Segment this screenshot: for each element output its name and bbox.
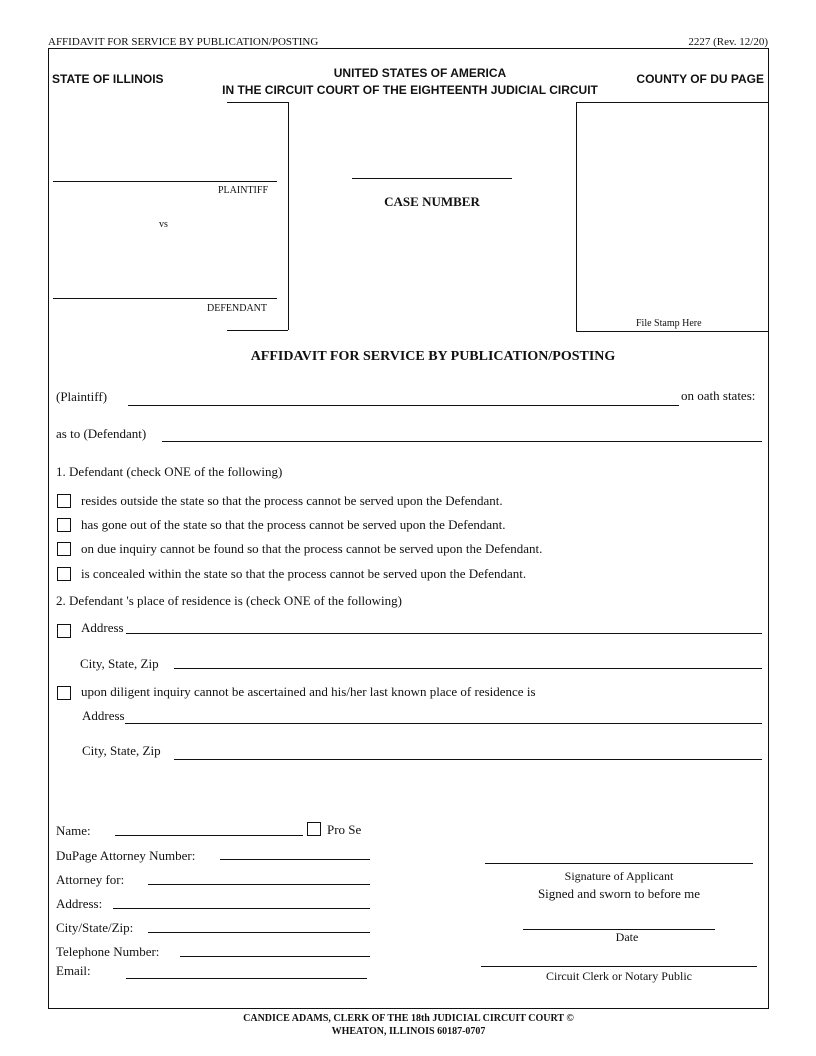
last-city-state-zip-label: City, State, Zip [82,743,161,758]
date-label: Date [615,930,639,944]
city-state-zip-field[interactable] [174,668,762,669]
attorney-for-label: Attorney for: [56,872,125,887]
attorney-city-field[interactable] [148,932,370,933]
circuit-court-label: IN THE CIRCUIT COURT OF THE EIGHTEENTH JUDICIAL CIRCUIT [222,83,598,97]
telephone-label: Telephone Number: [56,944,160,959]
intro-defendant-label: as to (Defendant) [56,426,147,441]
pro-se-label: Pro Se [327,822,362,837]
file-stamp-label: File Stamp Here [636,318,702,329]
email-label: Email: [56,963,91,978]
plaintiff-caption-label: PLAINTIFF [218,185,269,196]
caption-bracket-right [288,102,289,330]
plaintiff-line[interactable] [53,181,277,182]
option-gone-out-checkbox[interactable] [57,518,71,532]
attorney-address-field[interactable] [113,908,370,909]
attorney-city-label: City/State/Zip: [56,920,134,935]
telephone-field[interactable] [180,956,370,957]
clerk-label: Circuit Clerk or Notary Public [546,969,692,983]
attorney-for-field[interactable] [148,884,370,885]
country-label: UNITED STATES OF AMERICA [333,66,507,80]
county-label: COUNTY OF DU PAGE [636,72,764,86]
last-city-state-zip-field[interactable] [174,759,762,760]
form-title-header: AFFIDAVIT FOR SERVICE BY PUBLICATION/POSTING [48,36,319,48]
state-label: STATE OF ILLINOIS [52,72,164,86]
vs-label: vs [159,219,168,230]
form-number: 2227 (Rev. 12/20) [688,36,768,48]
case-number-label: CASE NUMBER [384,194,480,209]
option-concealed-label: is concealed within the state so that the process cannot be served upon the Defendant. [81,566,527,581]
oath-label: on oath states: [681,388,756,403]
document-title: AFFIDAVIT FOR SERVICE BY PUBLICATION/POSTING [250,349,616,364]
option-cannot-be-found-checkbox[interactable] [57,542,71,556]
caption-bracket-top [227,102,288,103]
address-field[interactable] [126,633,762,634]
intro-plaintiff-field[interactable] [128,405,679,406]
section1-heading: 1. Defendant (check ONE of the following) [56,464,283,479]
option-gone-out-label: has gone out of the state so that the process cannot be served upon the Defendant. [81,517,506,532]
applicant-signature-label: Signature of Applicant [564,869,674,883]
residence-known-checkbox[interactable] [57,624,71,638]
footer-clerk: CANDICE ADAMS, CLERK OF THE 18th JUDICIAL CIRCUIT COURT © [243,1013,574,1024]
name-field[interactable] [115,835,303,836]
defendant-line[interactable] [53,298,277,299]
residence-unknown-label: upon diligent inquiry cannot be ascertained and his/her last known place of residence is [81,684,536,699]
file-stamp-box [576,102,769,332]
case-number-line[interactable] [352,178,512,179]
pro-se-checkbox[interactable] [307,822,321,836]
footer-address: WHEATON, ILLINOIS 60187-0707 [331,1026,486,1037]
city-state-zip-label: City, State, Zip [80,656,159,671]
option-resides-outside-checkbox[interactable] [57,494,71,508]
frame-bottom [48,1008,769,1009]
dupage-number-field[interactable] [220,859,370,860]
option-resides-outside-label: resides outside the state so that the process cannot be served upon the Defendant. [81,493,503,508]
section2-heading: 2. Defendant 's place of residence is (check ONE of the following) [56,593,402,608]
frame-top [48,48,769,49]
applicant-signature-line[interactable] [485,863,753,864]
option-cannot-be-found-label: on due inquiry cannot be found so that the process cannot be served upon the Defendant. [81,541,543,556]
name-label: Name: [56,823,91,838]
caption-bracket-bottom [227,330,288,331]
last-address-label: Address [82,708,125,723]
clerk-signature-line[interactable] [481,966,757,967]
email-field[interactable] [126,978,367,979]
residence-unknown-checkbox[interactable] [57,686,71,700]
sworn-label: Signed and sworn to before me [537,886,701,901]
intro-plaintiff-label: (Plaintiff) [56,389,108,404]
attorney-address-label: Address: [56,896,103,911]
intro-defendant-field[interactable] [162,441,762,442]
last-address-field[interactable] [125,723,762,724]
frame-left [48,48,49,1008]
defendant-caption-label: DEFENDANT [207,303,267,314]
option-concealed-checkbox[interactable] [57,567,71,581]
address-label: Address [81,620,124,635]
dupage-number-label: DuPage Attorney Number: [56,848,196,863]
